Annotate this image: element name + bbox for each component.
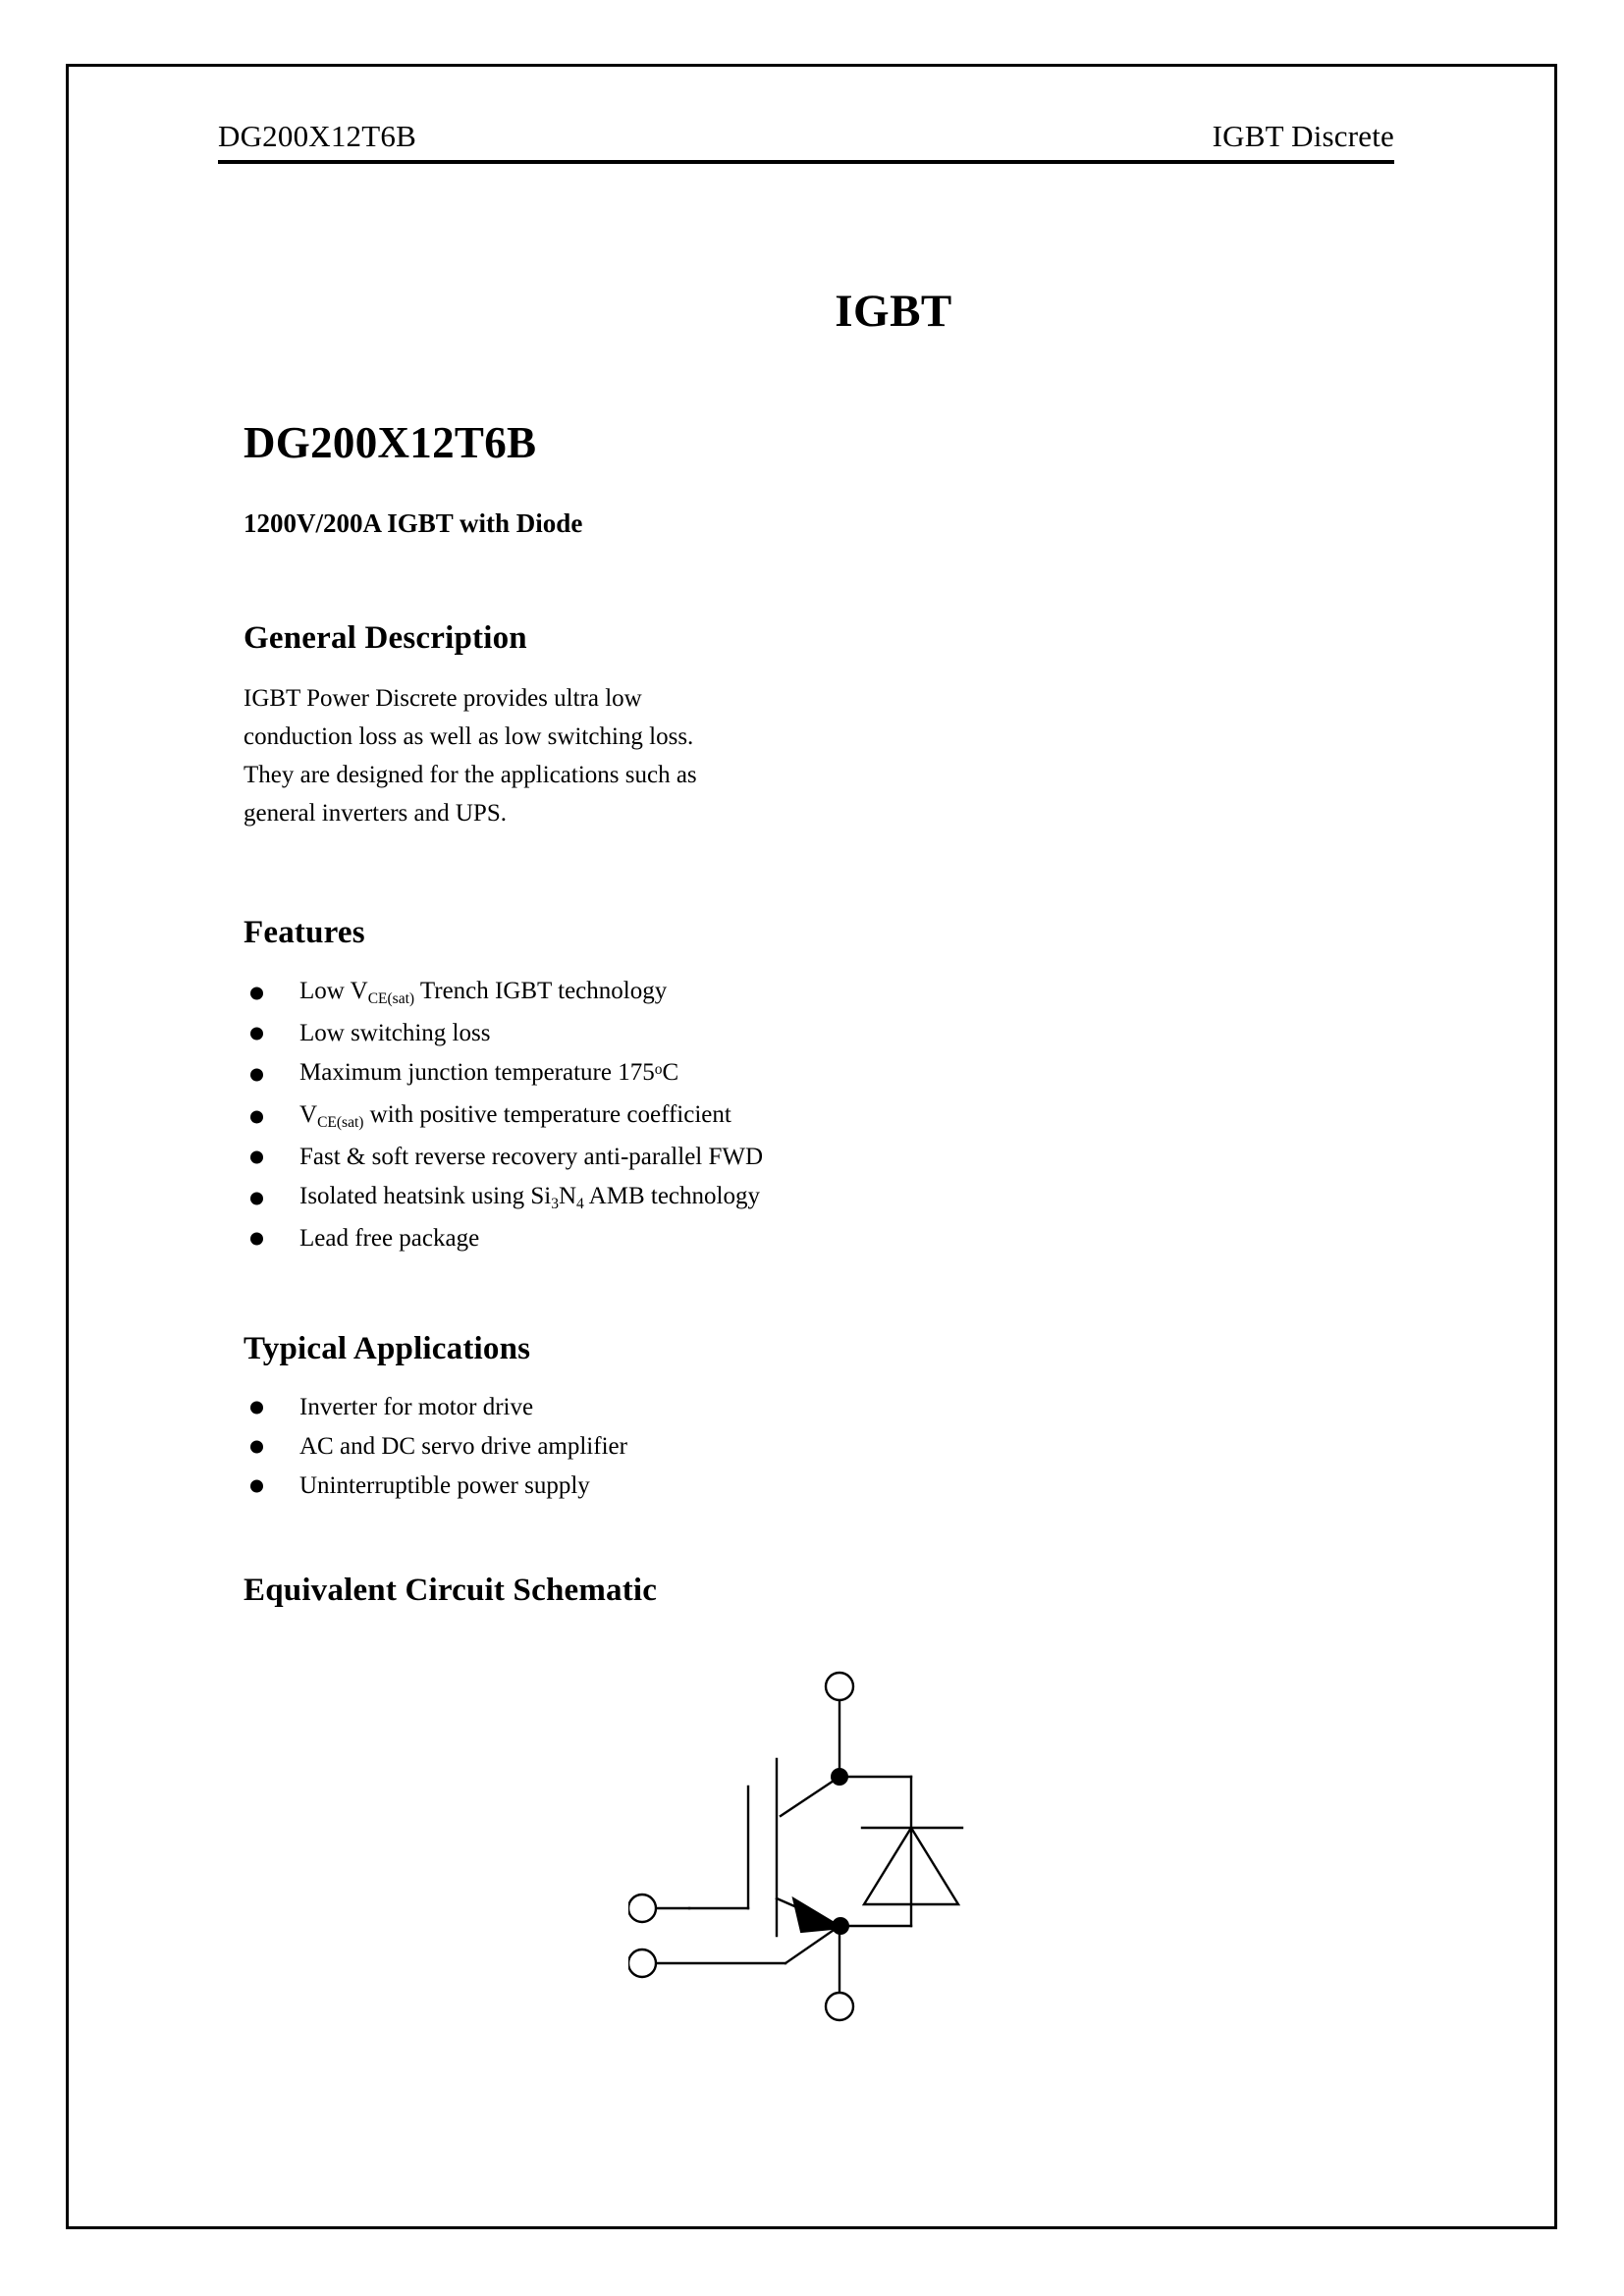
feature-text-pre: Low V (299, 978, 368, 1004)
collector-terminal-icon (826, 1673, 853, 1700)
header-row (218, 118, 1394, 155)
bullet-icon (250, 1110, 263, 1123)
emitter-terminal-icon (826, 1993, 853, 2020)
equivalent-circuit-heading: Equivalent Circuit Schematic (244, 1573, 658, 1608)
feature-subscript: CE(sat) (367, 990, 415, 1008)
application-item (244, 1467, 1402, 1506)
header-divider (218, 160, 1394, 164)
part-subtitle: 1200V/200A IGBT with Diode (244, 508, 583, 538)
feature-subscript: 3 (551, 1196, 559, 1213)
feature-text-pre: V (299, 1101, 318, 1128)
description-line: They are designed for the applications such as (244, 762, 697, 788)
description-line: IGBT Power Discrete provides ultra low (244, 685, 642, 712)
header-part-number: DG200X12T6B (218, 119, 416, 153)
document-type-title: IGBT (835, 286, 952, 337)
gate-terminal-icon (628, 1895, 656, 1922)
feature-item (244, 1053, 1402, 1095)
feature-subscript: CE(sat) (317, 1114, 364, 1132)
description-line: conduction loss as well as low switching loss. (244, 723, 694, 750)
bullet-icon (250, 1068, 263, 1081)
feature-text-pre: Low switching loss (299, 1020, 491, 1046)
application-text: Uninterruptible power supply (299, 1472, 590, 1499)
content-column (244, 416, 1402, 2034)
equivalent-circuit-section (244, 1571, 1402, 2034)
bullet-icon (250, 1028, 263, 1041)
bullet-icon (250, 1233, 263, 1246)
emitter-junction-dot (832, 1917, 849, 1935)
applications-list (244, 1388, 1402, 1506)
emitter-sense-terminal-icon (628, 1949, 656, 1977)
collector-junction-dot (831, 1768, 848, 1786)
application-item (244, 1427, 1402, 1467)
header-product-family: IGBT Discrete (1212, 119, 1394, 153)
typical-applications-section (244, 1329, 1402, 1506)
igbt-circuit-diagram (628, 1641, 1041, 2034)
bullet-icon (250, 1480, 263, 1493)
general-description-text (244, 679, 754, 832)
application-text: Inverter for motor drive (299, 1394, 534, 1420)
application-item (244, 1388, 1402, 1427)
collector-inner-lead (781, 1777, 839, 1816)
bullet-icon (250, 1402, 263, 1415)
feature-text-post: with positive temperature coefficient (363, 1101, 731, 1128)
degree-symbol: o (654, 1060, 663, 1078)
features-list (244, 972, 1402, 1258)
feature-item (244, 1219, 1402, 1258)
application-text: AC and DC servo drive amplifier (299, 1433, 627, 1460)
features-heading: Features (244, 915, 365, 950)
feature-item (244, 972, 1402, 1014)
description-line: general inverters and UPS. (244, 800, 507, 827)
feature-text-pre: Lead free package (299, 1225, 480, 1252)
feature-text-post: Trench IGBT technology (414, 978, 668, 1004)
general-description-heading: General Description (244, 620, 527, 656)
feature-subscript: 4 (576, 1196, 584, 1213)
part-number-title: DG200X12T6B (244, 418, 537, 467)
equivalent-circuit-figure (244, 1641, 1402, 2034)
bullet-icon (250, 1192, 263, 1204)
feature-item (244, 1014, 1402, 1053)
feature-text-pre: Isolated heatsink using Si (299, 1183, 552, 1209)
feature-text-post: C (662, 1059, 679, 1086)
bullet-icon (250, 1151, 263, 1164)
general-description-section (244, 618, 1402, 832)
running-header (218, 118, 1394, 177)
feature-text-mid: N (558, 1183, 577, 1209)
feature-text-pre: Maximum junction temperature 175 (299, 1059, 655, 1086)
bullet-icon (250, 1441, 263, 1454)
feature-text-post: AMB technology (583, 1183, 760, 1209)
feature-text-pre: Fast & soft reverse recovery anti-parallel FWD (299, 1144, 764, 1170)
feature-item (244, 1095, 1402, 1138)
features-section (244, 913, 1402, 1258)
feature-item (244, 1138, 1402, 1177)
bullet-icon (250, 987, 263, 999)
typical-applications-heading: Typical Applications (244, 1331, 531, 1366)
feature-item (244, 1177, 1402, 1219)
